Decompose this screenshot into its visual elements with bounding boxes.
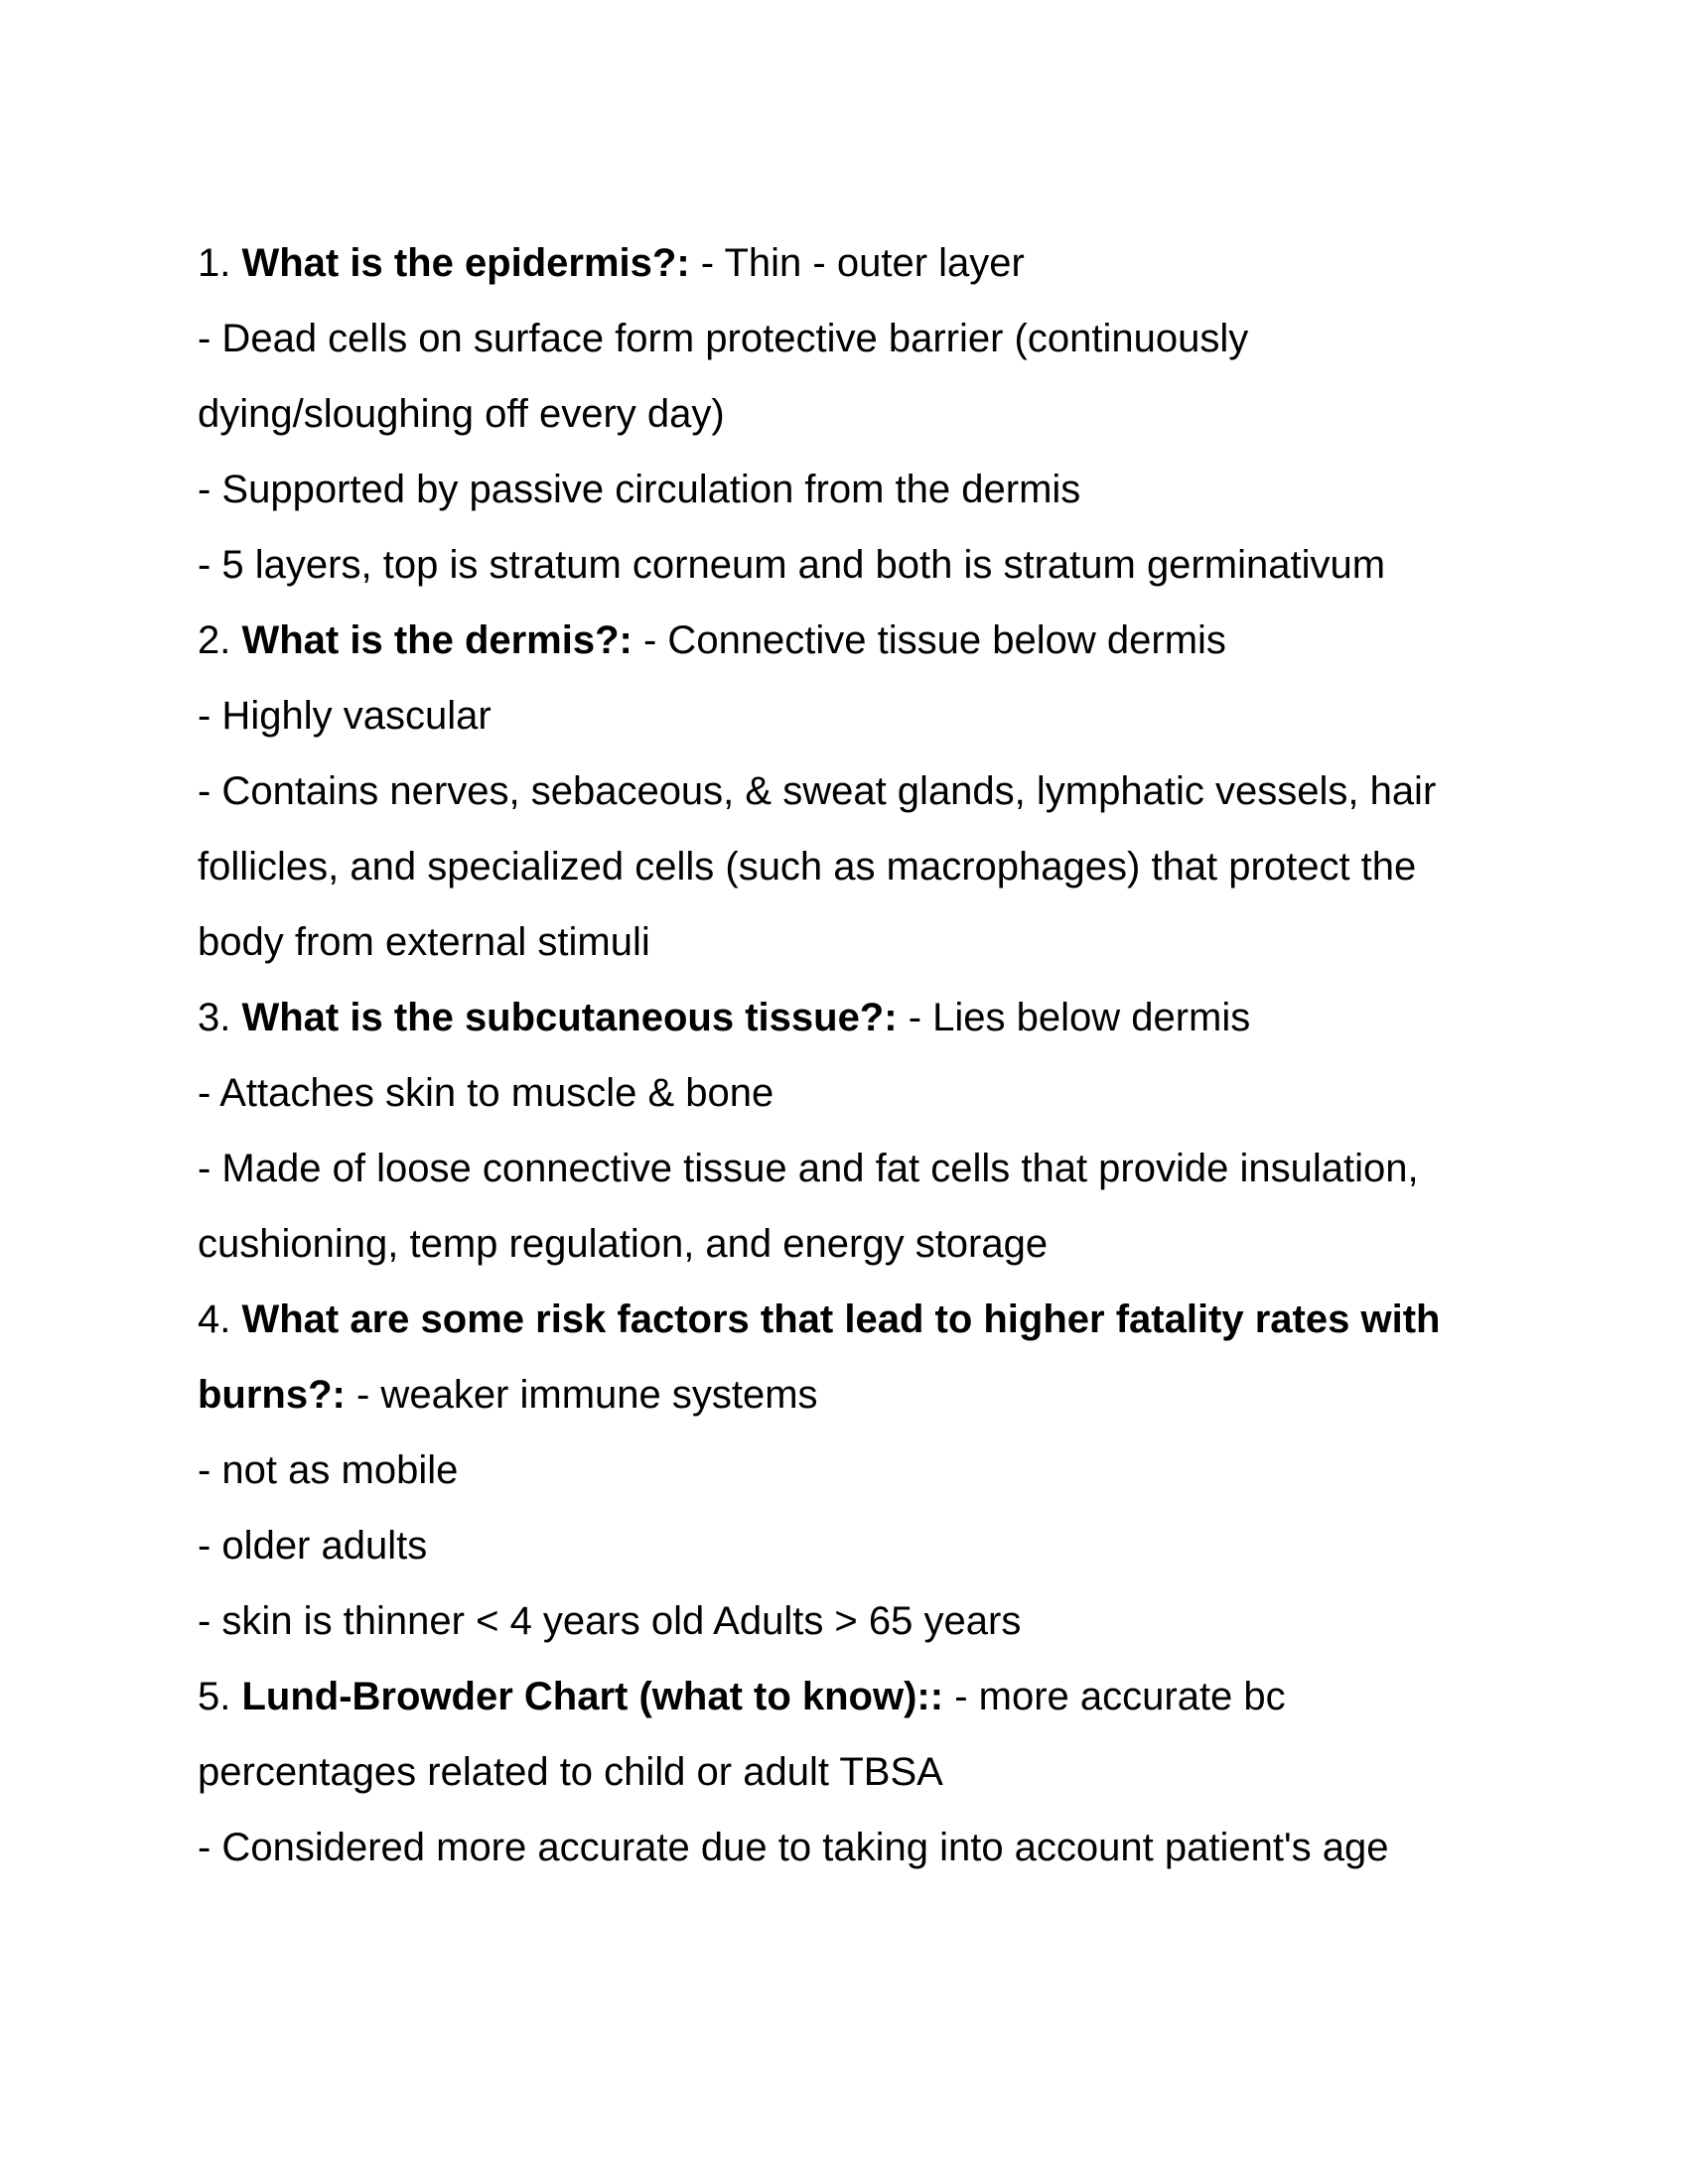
answer-line: - older adults bbox=[198, 1524, 428, 1568]
answer-line: - Considered more accurate due to taking into account patient's age bbox=[198, 1826, 1389, 1869]
question-1 bbox=[198, 225, 1480, 301]
document-page bbox=[198, 225, 1480, 1885]
answer-text: - more accurate bc percentages related to child or adult TBSA bbox=[198, 1675, 1286, 1794]
answer-line: - Contains nerves, sebaceous, & sweat glands, lymphatic vessels, hair follicles, and specialized cells (such as macrophages) that protect the body from external stimuli bbox=[198, 769, 1437, 964]
answer-text: - weaker immune systems bbox=[356, 1373, 818, 1417]
question-text: Lund-Browder Chart (what to know):: bbox=[241, 1675, 944, 1718]
answer-line: - Dead cells on surface form protective barrier (continuously dying/sloughing off every day) bbox=[198, 317, 1249, 436]
answer-line: - 5 layers, top is stratum corneum and both is stratum germinativum bbox=[198, 543, 1386, 587]
question-text: What is the epidermis?: bbox=[241, 241, 690, 285]
question-text: What is the dermis?: bbox=[241, 618, 633, 662]
answer-text: - Lies below dermis bbox=[908, 996, 1251, 1039]
item-number: 5. bbox=[198, 1675, 231, 1718]
item-number: 3. bbox=[198, 996, 231, 1039]
question-4 bbox=[198, 1282, 1480, 1433]
question-3 bbox=[198, 980, 1480, 1055]
item-number: 2. bbox=[198, 618, 231, 662]
question-5 bbox=[198, 1659, 1480, 1810]
answer-text: - Thin - outer layer bbox=[700, 241, 1025, 285]
answer-line: - Attaches skin to muscle & bone bbox=[198, 1071, 774, 1115]
question-2 bbox=[198, 603, 1480, 678]
answer-line: - Supported by passive circulation from the dermis bbox=[198, 468, 1081, 511]
answer-line: - Made of loose connective tissue and fat cells that provide insulation, cushioning, temp regulation, and energy storage bbox=[198, 1147, 1419, 1266]
item-number: 1. bbox=[198, 241, 231, 285]
item-number: 4. bbox=[198, 1297, 231, 1341]
answer-text: - Connective tissue below dermis bbox=[643, 618, 1226, 662]
question-text: What are some risk factors that lead to higher fatality rates with burns?: bbox=[198, 1297, 1441, 1417]
answer-line: - not as mobile bbox=[198, 1448, 459, 1492]
question-text: What is the subcutaneous tissue?: bbox=[241, 996, 898, 1039]
answer-line: - skin is thinner < 4 years old Adults > 65 years bbox=[198, 1599, 1022, 1643]
answer-line: - Highly vascular bbox=[198, 694, 492, 738]
